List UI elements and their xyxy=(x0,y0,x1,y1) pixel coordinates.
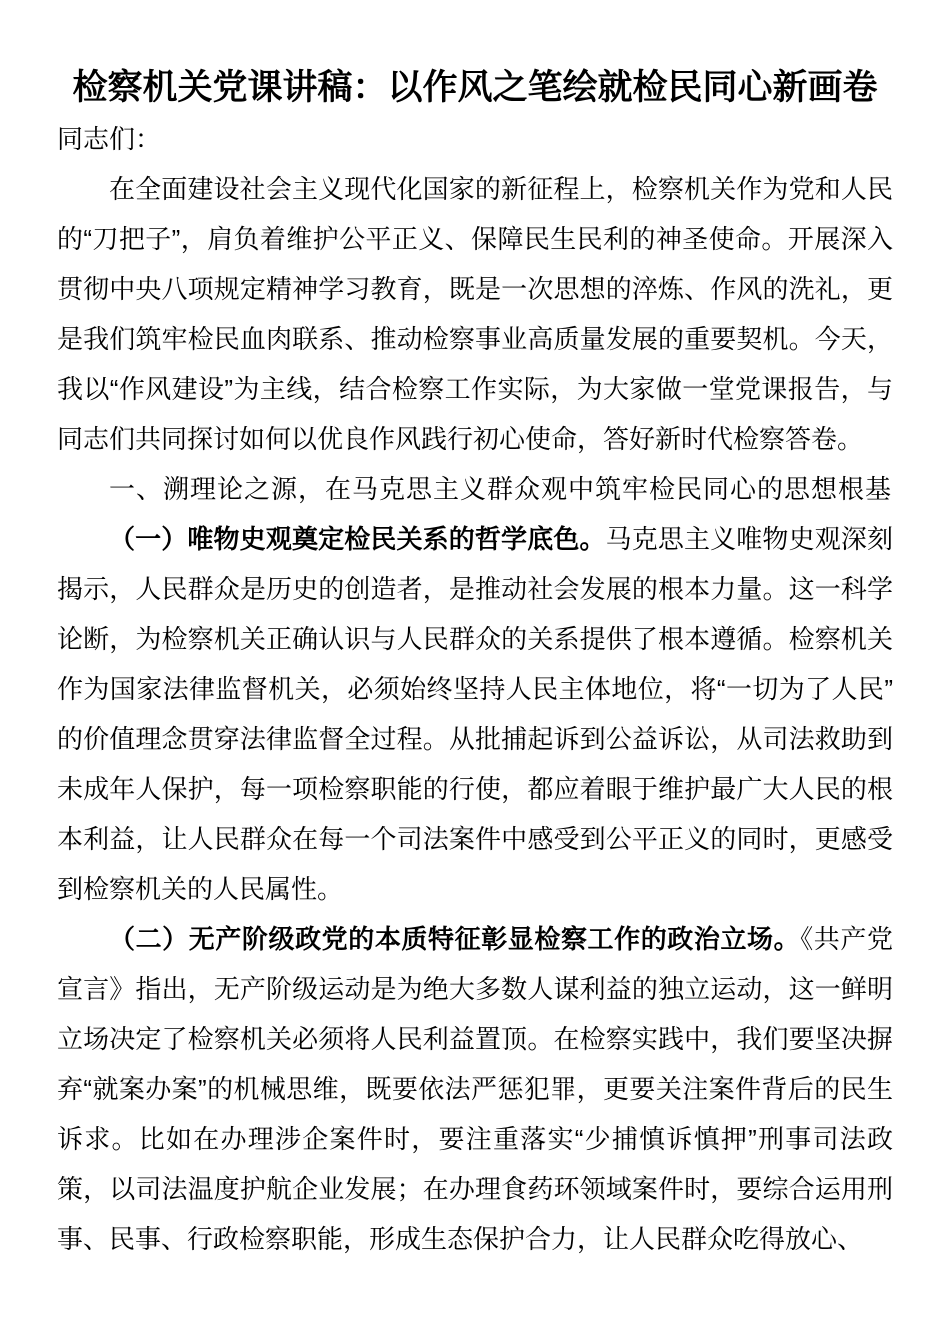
intro-paragraph: 在全面建设社会主义现代化国家的新征程上，检察机关作为党和人民的“刀把子”，肩负着维护公平正义、保障民生民利的神圣使命。开展深入贯彻中央八项规定精神学习教育，既是一次思想的淬炼、作风的洗礼，更是我们筑牢检民血肉联系、推动检察事业高质量发展的重要契机。今天，我以“作风建设”为主线，结合检察工作实际，为大家做一堂党课报告，与同志们共同探讨如何以优良作风践行初心使命，答好新时代检察答卷。 xyxy=(57,174,893,454)
subsection-2-body: 《共产党宣言》指出，无产阶级运动是为绝大多数人谋利益的独立运动，这一鲜明立场决定了检察机关必须将人民利益置顶。在检察实践中，我们要坚决摒弃“就案办案”的机械思维，既要依法严惩犯罪，更要关注案件背后的民生诉求。比如在办理涉企案件时，要注重落实“少捕慎诉慎押”刑事司法政策，以司法温度护航企业发展；在办理食药环领域案件时，要综合运用刑事、民事、行政检察职能，形成生态保护合力，让人民群众吃得放心、 xyxy=(57,924,893,1254)
subsection-2-paragraph xyxy=(57,914,893,1264)
subsection-1-lead: （一）唯物史观奠定检民关系的哲学底色。 xyxy=(109,524,606,554)
section-heading-1: 一、溯理论之源，在马克思主义群众观中筑牢检民同心的思想根基 xyxy=(109,474,893,504)
document-body xyxy=(57,114,893,1264)
subsection-1-paragraph xyxy=(57,514,893,914)
subsection-1-body: 马克思主义唯物史观深刻揭示，人民群众是历史的创造者，是推动社会发展的根本力量。这一科学论断，为检察机关正确认识与人民群众的关系提供了根本遵循。检察机关作为国家法律监督机关，必须始终坚持人民主体地位，将“一切为了人民”的价值理念贯穿法律监督全过程。从批捕起诉到公益诉讼，从司法救助到未成年人保护，每一项检察职能的行使，都应着眼于维护最广大人民的根本利益，让人民群众在每一个司法案件中感受到公平正义的同时，更感受到检察机关的人民属性。 xyxy=(57,524,893,904)
subsection-2-lead: （二）无产阶级政党的本质特征彰显检察工作的政治立场。 xyxy=(109,924,801,954)
document-title: 检察机关党课讲稿：以作风之笔绘就检民同心新画卷 xyxy=(72,68,878,107)
salutation: 同志们： xyxy=(57,124,162,154)
